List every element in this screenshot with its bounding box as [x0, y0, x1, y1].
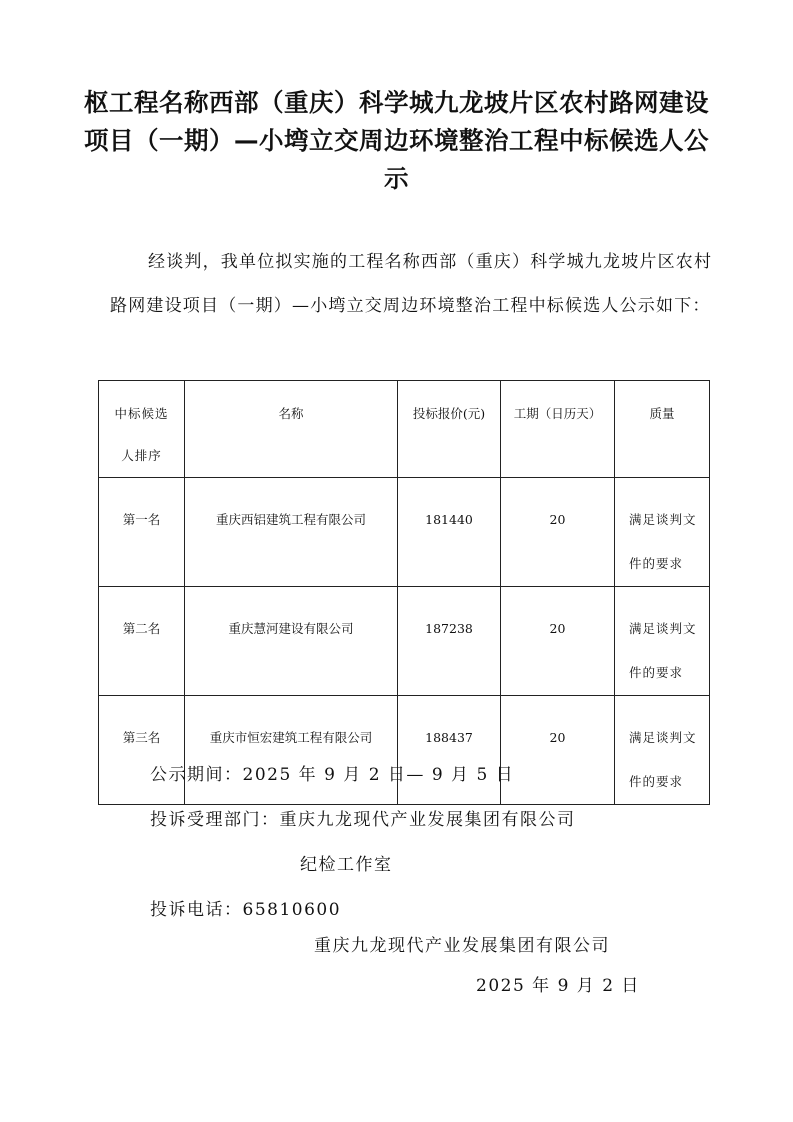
table-row	[99, 478, 710, 587]
cell-quality	[615, 696, 710, 805]
issuer-name: 重庆九龙现代产业发展集团有限公司	[314, 936, 610, 956]
issue-date: 2025 年 9 月 2 日	[476, 976, 640, 996]
quality-text: 满足谈判文件的要求	[629, 512, 697, 571]
candidates-table	[98, 380, 710, 805]
cell-days: 20	[501, 587, 615, 696]
cell-quality	[615, 587, 710, 696]
quality-text: 满足谈判文件的要求	[629, 621, 697, 680]
header-quality: 质量	[615, 381, 710, 478]
cell-name: 重庆慧河建设有限公司	[185, 587, 398, 696]
intro-paragraph: 经谈判，我单位拟实施的工程名称西部（重庆）科学城九龙坡片区农村路网建设项目（一期）—小塆立交周边环境整治工程中标候选人公示如下：	[110, 252, 713, 316]
cell-name: 重庆西铝建筑工程有限公司	[185, 478, 398, 587]
header-rank: 中标候选人排序	[99, 381, 185, 478]
cell-days: 20	[501, 478, 615, 587]
cell-rank: 第一名	[99, 478, 185, 587]
table-row	[99, 587, 710, 696]
cell-price: 188437	[398, 696, 501, 805]
complaint-phone: 投诉电话：65810600	[150, 900, 342, 920]
table-header-row	[99, 381, 710, 478]
quality-text: 满足谈判文件的要求	[629, 730, 697, 789]
cell-price: 181440	[398, 478, 501, 587]
cell-price: 187238	[398, 587, 501, 696]
complaint-department-line2: 纪检工作室	[300, 855, 393, 875]
cell-quality	[615, 478, 710, 587]
header-price: 投标报价(元)	[398, 381, 501, 478]
header-days: 工期（日历天）	[501, 381, 615, 478]
cell-rank: 第三名	[99, 696, 185, 805]
cell-rank: 第二名	[99, 587, 185, 696]
page-title: 枢工程名称西部（重庆）科学城九龙坡片区农村路网建设项目（一期）—小塆立交周边环境整治工程中标候选人公示	[84, 88, 709, 193]
cell-name: 重庆市恒宏建筑工程有限公司	[185, 696, 398, 805]
header-name: 名称	[185, 381, 398, 478]
cell-days: 20	[501, 696, 615, 805]
complaint-department: 投诉受理部门：重庆九龙现代产业发展集团有限公司	[150, 810, 576, 830]
table-row	[99, 696, 710, 805]
publicity-period: 公示期间：2025 年 9 月 2 日— 9 月 5 日	[150, 765, 515, 785]
